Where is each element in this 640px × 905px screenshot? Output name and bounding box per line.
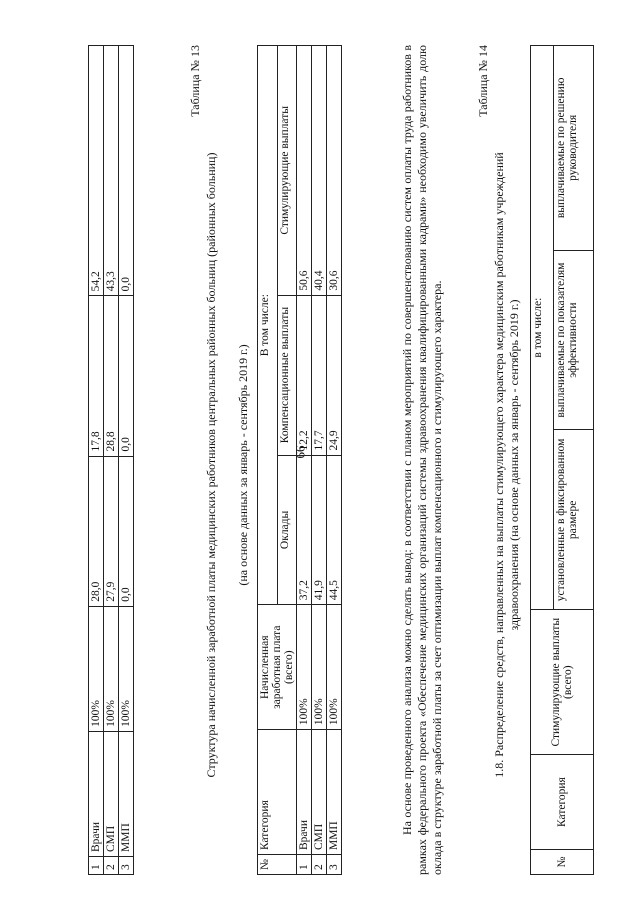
- table14: [530, 45, 594, 875]
- table-cell: 100%: [312, 605, 327, 730]
- table-cell: 1: [297, 855, 312, 875]
- table-cell: 0,0: [119, 296, 134, 456]
- table14-title: 1.8. Распределение средств, направленных на выплаты стимулирующего характера медицинским работникам учреждений здравоохранения (на основе данных за январь - сентябрь 2019 г.): [492, 152, 521, 778]
- table13-subtitle: (на основе данных за январь - сентябрь 2019 г.): [236, 344, 250, 586]
- table13-row: [312, 46, 327, 875]
- table-cell: СМП: [104, 731, 119, 856]
- table-cell: ММП: [119, 731, 134, 856]
- table13-label: Таблица № 13: [188, 45, 202, 117]
- table-cell: 3: [119, 856, 134, 874]
- table-cell: 24,9: [327, 295, 342, 455]
- table13-title: Структура начисленной заработной платы медицинских работников центральных районных больниц (районных больниц): [204, 152, 218, 778]
- table-cell: 0,0: [119, 46, 134, 296]
- table-cell: 54,2: [89, 46, 104, 296]
- table-cell: 100%: [104, 606, 119, 731]
- table13-row: [327, 46, 342, 875]
- continuation-table: [88, 45, 134, 875]
- t14-efficiency-header: выплачиваемые по показателям эффективности: [553, 250, 594, 430]
- table-cell: 100%: [89, 606, 104, 731]
- table-cell: 17,7: [312, 295, 327, 455]
- col-compensation-header: Компенсационные выплаты: [277, 295, 297, 455]
- table-cell: 41,9: [312, 455, 327, 605]
- col-accrued-header: Начисленная заработная плата (всего): [258, 605, 297, 730]
- t14-fixed-header: установленные в фиксированном размере: [553, 430, 594, 610]
- table-cell: 17,8: [89, 296, 104, 456]
- table-cell: 28,8: [104, 296, 119, 456]
- page-number: 99: [293, 445, 308, 459]
- table-cell: СМП: [312, 730, 327, 855]
- t14-including-header: в том числе:: [531, 46, 554, 610]
- t14-stim-total-header: Стимулирующие выплаты (всего): [531, 610, 594, 755]
- table-cell: ММП: [327, 730, 342, 855]
- table-cell: 50,6: [297, 46, 312, 296]
- t14-decision-header: выплачиваемые по решению руководителя: [553, 46, 594, 251]
- table-cell: 43,3: [104, 46, 119, 296]
- t14-num-header: №: [531, 850, 594, 875]
- table13-row: [297, 46, 312, 875]
- table-cell: 2: [312, 855, 327, 875]
- table-cell: 0,0: [119, 456, 134, 606]
- col-stimulating-header: Стимулирующие выплаты: [277, 46, 297, 296]
- table-cell: 37,2: [297, 455, 312, 605]
- table13: [257, 45, 342, 875]
- t14-category-header: Категория: [531, 755, 594, 850]
- continuation-row: [104, 46, 119, 875]
- table-cell: Врачи: [89, 731, 104, 856]
- continuation-row: [119, 46, 134, 875]
- col-salary-header: Оклады: [277, 455, 297, 605]
- table-cell: 44,5: [327, 455, 342, 605]
- conclusion-paragraph: На основе проведенного анализа можно сделать вывод: в соответствии с планом мероприятий по совершенствованию систем оплаты труда работников в рамках федерального проекта «Обеспечение медицинских организаций системы здравоохранения квалифицированными кадрами» необходимо увеличить долю оклада в структуре заработной платы за счет оптимизации выплат компенсационного и стимулирующего характера.: [400, 45, 444, 875]
- table-cell: 1: [89, 856, 104, 874]
- table-cell: 27,9: [104, 456, 119, 606]
- col-including-header: В том числе:: [258, 46, 278, 605]
- table-cell: 12,2: [297, 295, 312, 455]
- table-cell: 30,6: [327, 46, 342, 296]
- continuation-row: [89, 46, 104, 875]
- col-num-header: №: [258, 855, 297, 875]
- table-cell: 100%: [327, 605, 342, 730]
- col-category-header: Категория: [258, 730, 297, 855]
- table-cell: 100%: [297, 605, 312, 730]
- table-cell: 100%: [119, 606, 134, 731]
- table-cell: 2: [104, 856, 119, 874]
- table14-label: Таблица № 14: [476, 45, 490, 117]
- table-cell: 3: [327, 855, 342, 875]
- table-cell: 28,0: [89, 456, 104, 606]
- table-cell: Врачи: [297, 730, 312, 855]
- table-cell: 40,4: [312, 46, 327, 296]
